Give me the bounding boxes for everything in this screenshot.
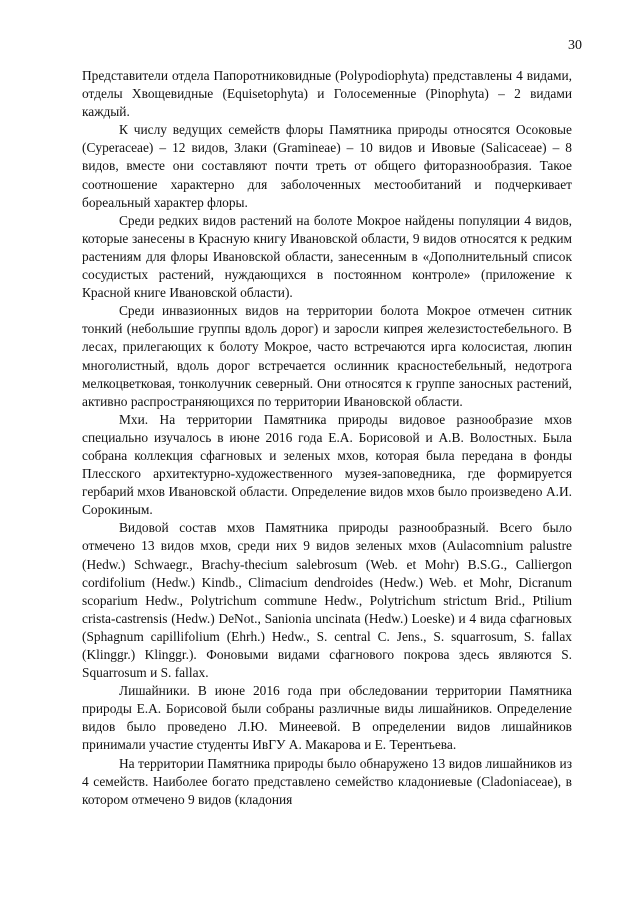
paragraph-lichens-study: Лишайники. В июне 2016 года при обследовании территории Памятника природы Е.А. Борисовой были собраны различные виды лишайников. Определение видов было проведено Л.Ю. Минеевой. В определении видов лишайников принимали участие студенты ИвГУ А. Макарова и Е. Терентьева. (82, 683, 572, 753)
paragraph-mosses-composition: Видовой состав мхов Памятника природы разнообразный. Всего было отмечено 13 видов мхов, среди них 9 видов зеленых мхов (Aulacomnium palustre (Hedw.) Schwaegr., Brachy-thecium salebrosum (Web. et Mohr) B.S.G., Calliergon cordifolium (Hedw.) Kindb., Climacium dendroides (Hedw.) Web. et Mohr, Dicranum scoparium Hedw., Polytrichum commune Hedw., Polytrichum strictum Brid., Ptilium crista-castrensis (Hedw.) DeNot., Sanionia uncinata (Hedw.) Loeske) и 4 вида сфагновых (Sphagnum capillifolium (Ehrh.) Hedw., S. central C. Jens., S. squarrosum, S. fallax (Klinggr.) Klinggr.). Фоновыми видами сфагнового покрова здесь являются S. Squarrosum и S. fallax. (82, 520, 572, 681)
paragraph-rare-species: Среди редких видов растений на болоте Мокрое найдены популяции 4 видов, которые занесены в Красную книгу Ивановской области, 9 видов относятся к редким растениям для флоры Ивановской области, занесенным в «Дополнительный список сосудистых растений, нуждающихся в постоянном контроле» (приложение к Красной книге Ивановской области). (82, 212, 572, 301)
paragraph-leading-families: К числу ведущих семейств флоры Памятника природы относятся Осоковые (Cyperaceae) – 12 видов, Злаки (Gramineae) – 10 видов и Ивовые (Salicaceae) – 8 видов, вместе они составляют почти треть от общего фиторазнообразия. Такое соотношение характерно для заболоченных местообитаний и подчеркивает бореальный характер флоры. (82, 122, 572, 210)
paragraph-mosses-study: Мхи. На территории Памятника природы видовое разнообразие мхов специально изучалось в июне 2016 года Е.А. Борисовой и А.В. Волостных. Была собрана коллекция сфагновых и зеленых мхов, которая была передана в фонды Плесского архитектурно-художественного музея-заповедника, где формируется гербарий мхов Ивановской области. Определение видов мхов было произведено А.И. Сорокиным. (82, 411, 572, 518)
page-number: 30 (568, 38, 582, 53)
paragraph-lichens-composition: На территории Памятника природы было обнаружено 13 видов лишайников из 4 семейств. Наиболее богато представлено семейство кладониевые (Cladoniaceae), в котором отмечено 9 видов (кладония (82, 755, 572, 807)
paragraph-invasive-species: Среди инвазионных видов на территории болота Мокрое отмечен ситник тонкий (небольшие группы вдоль дорог) и заросли кипрея железистостебельного. В лесах, прилегающих к болоту Мокрое, часто встречаются ирга колосистая, люпин многолистный, вдоль дорог встречается ослинник красностебельный, недотрога мелкоцветковая, тонколучник северный. Они относятся к группе заносных растений, активно распространяющихся по территории Ивановской области. (82, 303, 572, 409)
body-text (82, 67, 572, 809)
paragraph-ferns: Представители отдела Папоротниковидные (Polypodiophyta) представлены 4 видами, отделы Хвощевидные (Equisetophyta) и Голосеменные (Pinophyta) – 2 видами каждый. (82, 68, 572, 120)
